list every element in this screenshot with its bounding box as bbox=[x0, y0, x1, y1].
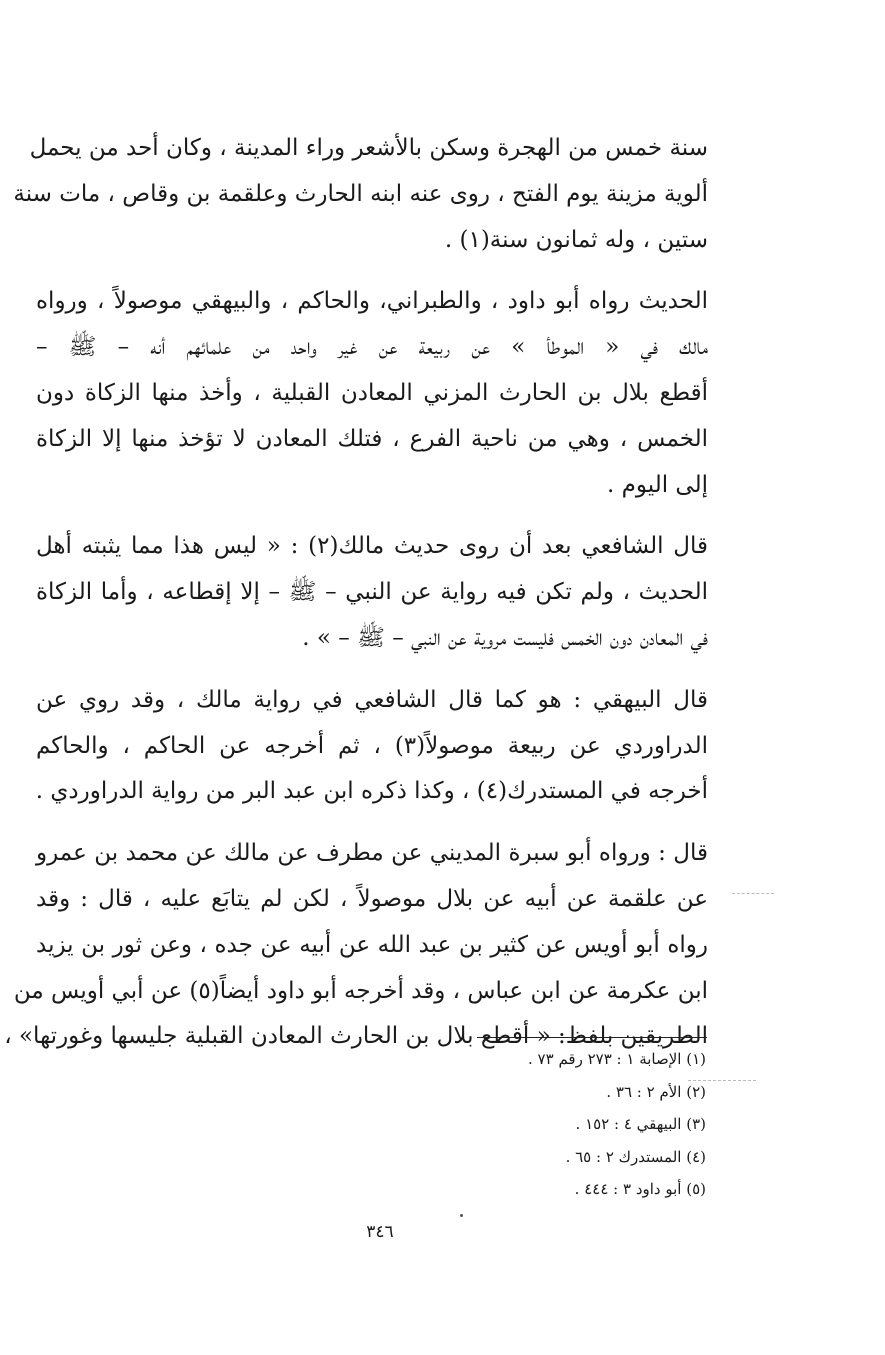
text-line: ابن عكرمة عن ابن عباس ، وقد أخرجه أبو داود أيضاً(٥) عن أبي أويس من bbox=[13, 977, 708, 1004]
scan-mark bbox=[732, 893, 774, 894]
text-line: ستين ، وله ثمانون سنة(١) . bbox=[444, 226, 708, 253]
text-line: الحديث رواه أبو داود ، والطبراني، والحاكم ، والبيهقي موصولاً ، ورواه bbox=[36, 288, 708, 315]
text-line: الدراوردي عن ربيعة موصولاً(٣) ، ثم أخرجه عن الحاكم ، والحاكم bbox=[36, 732, 708, 759]
text-line: رواه أبو أويس عن كثير بن عبد الله عن أبيه عن جده ، وعن ثور بن يزيد bbox=[36, 931, 708, 958]
text-line: عن علقمة عن أبيه عن بلال موصولاً ، لكن لم يتابَع عليه ، قال : وقد bbox=[36, 885, 708, 912]
footnote-separator bbox=[477, 1037, 707, 1038]
text-line: قال : ورواه أبو سبرة المديني عن مطرف عن مالك عن محمد بن عمرو bbox=[36, 840, 708, 867]
text-line: الحديث ، ولم تكن فيه رواية عن النبي – ﷺ – إلا إقطاعه ، وأما الزكاة bbox=[36, 579, 708, 606]
paragraph bbox=[36, 279, 708, 508]
scan-mark bbox=[688, 1080, 756, 1081]
footnotes bbox=[360, 1043, 706, 1206]
footnote-item: (٢) الأم ٢ : ٣٦ . bbox=[606, 1082, 706, 1101]
text-line: الطريقين بلفظ: « أقطع بلال بن الحارث المعادن القبلية جليسها وغورتها» ، bbox=[4, 1023, 708, 1050]
text-line: إلى اليوم . bbox=[607, 471, 708, 498]
paragraph bbox=[4, 831, 708, 1060]
main-text bbox=[4, 126, 708, 1060]
text-line: أقطع بلال بن الحارث المزني المعادن القبلية ، وأخذ منها الزكاة دون bbox=[36, 379, 708, 406]
scan-speck bbox=[460, 1214, 463, 1217]
page-number: ٣٤٦ bbox=[366, 1222, 394, 1242]
footnote-item: (٥) أبو داود ٣ : ٤٤٤ . bbox=[574, 1180, 706, 1198]
paragraph bbox=[36, 678, 708, 815]
text-line: قال الشافعي بعد أن روى حديث مالك(٢) : « ليس هذا مما يثبته أهل bbox=[36, 533, 708, 560]
text-line: أخرجه في المستدرك(٤) ، وكذا ذكره ابن عبد البر من رواية الدراوردي . bbox=[35, 778, 708, 805]
text-line: مالك في « الموطأ » عن ربيعة عن غير واحد من علمائهم أنه – ﷺ – bbox=[36, 334, 708, 361]
paragraph bbox=[13, 126, 708, 263]
paragraph bbox=[36, 524, 708, 661]
footnote-item: (١) الإصابة ١ : ٢٧٣ رقم ٧٣ . bbox=[528, 1050, 706, 1068]
footnote-item: (٣) البيهقي ٤ : ١٥٢ . bbox=[575, 1115, 706, 1133]
footnote-item: (٤) المستدرك ٢ : ٦٥ . bbox=[565, 1147, 706, 1166]
text-line: ألوية مزينة يوم الفتح ، روى عنه ابنه الحارث وعلقمة بن وقاص ، مات سنة bbox=[13, 180, 708, 207]
text-line: سنة خمس من الهجرة وسكن بالأشعر وراء المدينة ، وكان أحد من يحمل bbox=[29, 135, 708, 161]
text-line: في المعادن دون الخمس فليست مروية عن النبي – ﷺ – » . bbox=[302, 624, 708, 651]
text-line: قال البيهقي : هو كما قال الشافعي في رواية مالك ، وقد روي عن bbox=[36, 686, 708, 713]
text-line: الخمس ، وهي من ناحية الفرع ، فتلك المعادن لا تؤخذ منها إلا الزكاة bbox=[36, 425, 708, 452]
